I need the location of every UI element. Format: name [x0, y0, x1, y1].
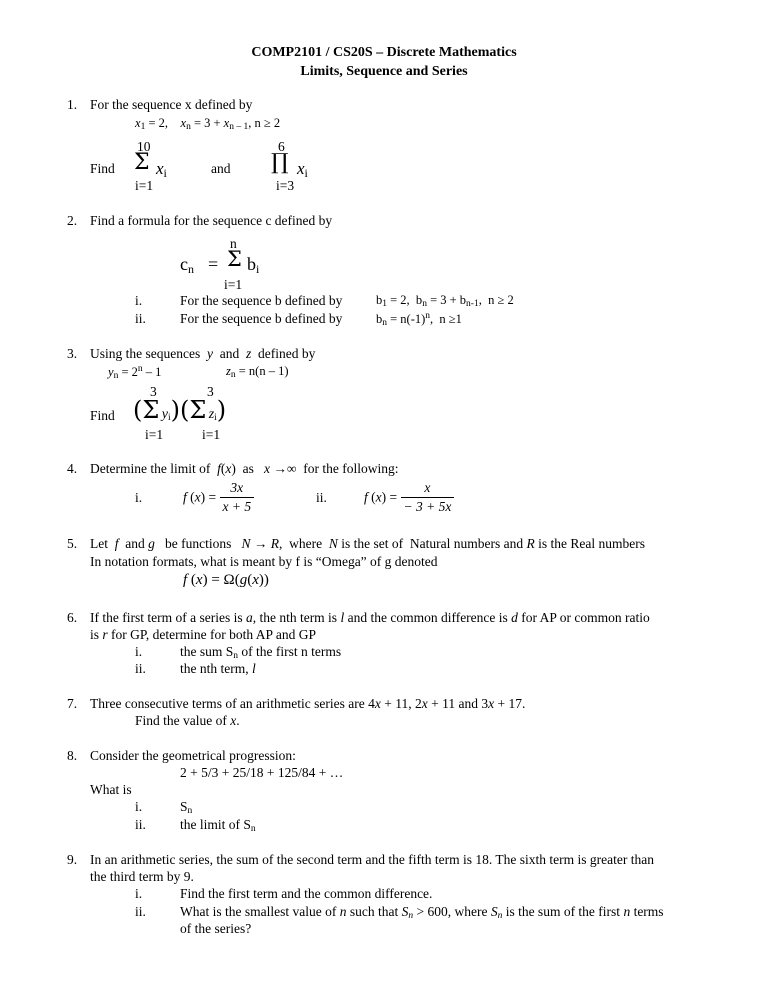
fraction-numerator: 3x [220, 480, 255, 498]
question-text: Let f and g be functions N → R, where N is the set of Natural numbers and R is the Real numbers [90, 536, 645, 551]
question-number: 3. [67, 346, 78, 361]
sum-lower-limit: i=1 [224, 277, 243, 292]
y-definition: $y_n = 2^n - 1$ [108, 364, 162, 381]
item-definition: $b_1 = 2$, $b_n = 3 + b_{n-1}$, n ≥ 2 [376, 293, 514, 309]
series-expression: 2 + 5/3 + 25/18 + 125/84 + … [180, 765, 344, 780]
formula-equals: = [208, 254, 219, 274]
formula-lhs: cn [180, 254, 194, 276]
question-text: For the sequence x defined by [90, 97, 253, 112]
question-text: Determine the limit of f(x) as x →∞ for the following: [90, 461, 399, 476]
question-number: 6. [67, 610, 78, 625]
item-label: i. [135, 799, 143, 814]
product-of-sums-expression: (Σ $y_i)(\Sigma$ $z_i$) [133, 396, 227, 424]
lower-limit: i=1 [145, 427, 164, 442]
item-label: i. [135, 490, 143, 505]
item-text-line2: of the series? [180, 921, 252, 936]
question-text-line2: In notation formats, what is meant by f is “Omega” of g denoted [90, 554, 438, 569]
item-label: ii. [135, 661, 146, 676]
item-text: For the sequence b defined by [180, 293, 343, 308]
formula-rhs: bi [247, 254, 260, 276]
item-label: ii. [135, 311, 146, 326]
question-text: In an arithmetic series, the sum of the second term and the fifth term is 18. The sixth term is greater than [90, 852, 654, 867]
sum-term: xi [156, 159, 167, 180]
page-title: COMP2101 / CS20S – Discrete Mathematics [251, 45, 517, 60]
what-is-label: What is [90, 782, 132, 797]
function-expression: f (x) = $\frac{x}{- 3 + 5x}$ [364, 480, 454, 515]
fraction-denominator: − 3 + 5x [403, 499, 452, 515]
question-number: 8. [67, 748, 78, 763]
item-text: the sum $S_n$ of the first n terms [180, 644, 342, 661]
omega-formula: f (x) = Ω(g(x)) [183, 572, 269, 588]
upper-limit: 3 [150, 384, 157, 399]
item-label: ii. [316, 490, 327, 505]
question-text: If the first term of a series is a, the nth term is l and the common difference is d for AP or common ratio [90, 610, 650, 625]
item-text: Find the first term and the common difference. [180, 886, 433, 901]
product-symbol: ∏ [271, 150, 289, 175]
fraction-denominator: x + 5 [222, 499, 252, 515]
and-label: and [211, 161, 231, 176]
sum-upper-limit: n [230, 236, 237, 251]
question-text: Consider the geometrical progression: [90, 748, 296, 763]
z-definition: $z_n = n(n - 1)$ [226, 364, 289, 380]
question-text-line2: Find the value of x. [135, 713, 240, 728]
lower-limit: i=1 [202, 427, 221, 442]
summation-symbol: Σ [227, 247, 242, 271]
sequence-definition: $x_1 = 2$, $x_n = 3 + x_{n - 1}$, n ≥ 2 [135, 116, 281, 132]
summation-symbol: Σ [134, 150, 150, 175]
item-definition: $b_n = n(-1)^n$, n ≥1 [376, 311, 462, 328]
question-text-line2: is r for GP, determine for both AP and GP [90, 627, 317, 642]
product-term: xi [297, 159, 308, 180]
item-label: i. [135, 293, 143, 308]
question-number: 2. [67, 213, 78, 228]
question-number: 5. [67, 536, 78, 551]
item-text: the nth term, l [180, 661, 256, 676]
item-label: i. [135, 886, 143, 901]
question-number: 7. [67, 696, 78, 711]
product-lower-limit: i=3 [276, 178, 295, 193]
question-number: 4. [67, 461, 78, 476]
item-text: $S_n$ [180, 799, 193, 816]
product-upper-limit: 6 [278, 139, 285, 154]
question-number: 9. [67, 852, 78, 867]
question-text: Using the sequences y and z defined by [90, 346, 316, 361]
question-text-line2: the third term by 9. [90, 869, 194, 884]
sum-upper-limit: 10 [137, 139, 151, 154]
upper-limit: 3 [207, 384, 214, 399]
item-label: ii. [135, 904, 146, 919]
find-label: Find [90, 408, 115, 423]
sum-lower-limit: i=1 [135, 178, 154, 193]
item-label: ii. [135, 817, 146, 832]
item-label: i. [135, 644, 143, 659]
find-label: Find [90, 161, 115, 176]
fraction-numerator: x [401, 480, 455, 498]
question-text: Find a formula for the sequence c defined by [90, 213, 333, 228]
item-text: What is the smallest value of n such that $S_n > 600$, where $S_n$ is the sum of the first n terms [180, 904, 664, 921]
function-expression: f (x) = $\frac{3x}{x + 5}$ [183, 480, 254, 515]
question-text: Three consecutive terms of an arithmetic series are 4x + 11, 2x + 11 and 3x + 17. [90, 696, 526, 711]
item-text: For the sequence b defined by [180, 311, 343, 326]
item-text: the limit of $S_n$ [180, 817, 256, 834]
question-number: 1. [67, 97, 78, 112]
page-subtitle: Limits, Sequence and Series [300, 64, 468, 79]
